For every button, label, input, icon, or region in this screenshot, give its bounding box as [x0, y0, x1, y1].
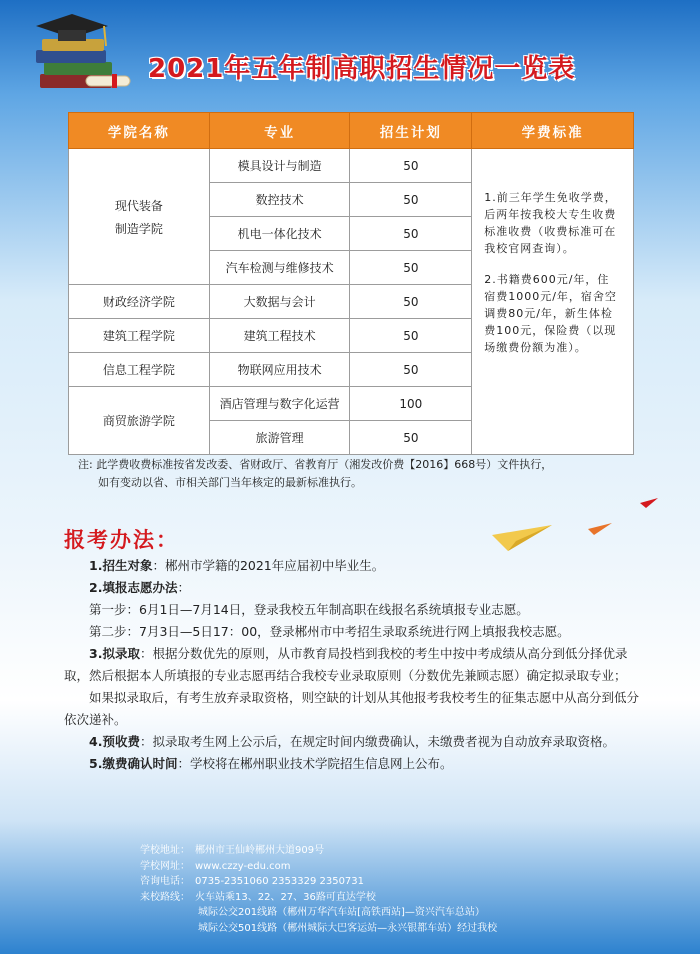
header-banner	[0, 0, 700, 100]
college-cell: 信息工程学院	[69, 353, 210, 387]
college-name-line1: 现代装备	[114, 198, 163, 213]
table-header-row	[69, 113, 634, 149]
major-cell: 物联网应用技术	[209, 353, 350, 387]
procedure-item-3	[64, 643, 642, 687]
table-row	[69, 149, 634, 183]
procedure-heading: 报考办法：	[64, 527, 179, 552]
college-cell: 商贸旅游学院	[69, 387, 210, 455]
website-link[interactable]: www.czzy-edu.com	[195, 860, 291, 872]
item-label: 4.预收费	[89, 734, 140, 749]
website-label: 学校网址：	[140, 860, 190, 872]
header-college: 学院名称	[69, 113, 210, 149]
note-line-2: 如有变动以省、市相关部门当年核定的最新标准执行。	[98, 476, 362, 489]
header-plan: 招生计划	[350, 113, 472, 149]
route-row	[140, 890, 497, 906]
fee-item-1: 1.前三年学生免收学费，后两年按我校大专生收费标准收费（收费标准可在我校官网查询）。	[484, 191, 617, 255]
header-major: 专业	[209, 113, 350, 149]
college-cell: 建筑工程学院	[69, 319, 210, 353]
college-cell: 财政经济学院	[69, 285, 210, 319]
procedure-step-2: 第二步：7月3日—5日17：00，登录郴州市中考招生录取系统进行网上填报我校志愿。	[89, 624, 570, 639]
route-3: 城际公交501线路（郴州城际大巴客运站—永兴银都车站）经过我校	[198, 922, 498, 934]
item-label: 2.填报志愿办法	[89, 580, 178, 595]
major-cell: 汽车检测与维修技术	[209, 251, 350, 285]
procedure-item-2	[64, 577, 642, 599]
route-1: 火车站乘13、22、27、36路可直达学校	[195, 891, 376, 903]
fee-note	[78, 456, 638, 492]
plan-cell: 50	[350, 183, 472, 217]
address-row	[140, 843, 497, 859]
procedure-item-5	[64, 753, 642, 775]
procedure-body	[64, 555, 642, 775]
item-label: 1.招生对象	[89, 558, 153, 573]
contact-info	[140, 843, 497, 937]
major-cell: 酒店管理与数字化运营	[209, 387, 350, 421]
major-cell: 机电一体化技术	[209, 217, 350, 251]
item-text: ：根据分数优先的原则，从市教育局投档到我校的考生中按中考成绩从高分到低分择优录取，然后根据本人所填报的专业志愿再结合我校专业录取原则（分数优先兼顾志愿）确定拟录取专业；	[64, 646, 628, 683]
plan-cell: 50	[350, 217, 472, 251]
major-cell: 建筑工程技术	[209, 319, 350, 353]
procedure-item-3-more: 如果拟录取后，有考生放弃录取资格，则空缺的计划从其他报考我校考生的征集志愿中从高分到低分依次递补。	[64, 690, 640, 727]
item-label: 5.缴费确认时间	[89, 756, 178, 771]
plan-cell: 50	[350, 353, 472, 387]
major-cell: 模具设计与制造	[209, 149, 350, 183]
plan-cell: 50	[350, 319, 472, 353]
plan-cell: 50	[350, 149, 472, 183]
address-label: 学校地址：	[140, 845, 190, 856]
fee-cell	[472, 149, 634, 455]
note-line-1: 注: 此学费收费标准按省发改委、省财政厅、省教育厅（湘发改价费【2016】668号）文件执行，	[78, 458, 553, 471]
fee-item-2: 2.书籍费600元/年，住宿费1000元/年，宿舍空调费80元/年，新生体检费100元，保险费（以现场缴费份额为准）。	[484, 273, 617, 354]
procedure-item-1	[64, 555, 642, 577]
website-row	[140, 859, 497, 875]
major-cell: 大数据与会计	[209, 285, 350, 319]
plan-cell: 50	[350, 421, 472, 455]
major-cell: 旅游管理	[209, 421, 350, 455]
address-value: 郴州市王仙岭郴州大道909号	[195, 845, 325, 856]
major-cell: 数控技术	[209, 183, 350, 217]
college-cell	[69, 149, 210, 285]
procedure-step-1: 第一步：6月1日—7月14日，登录我校五年制高职在线报名系统填报专业志愿。	[89, 602, 529, 617]
item-text: ：	[177, 580, 190, 595]
page-title: 2021年五年制高职招生情况一览表	[148, 54, 576, 84]
books-graduation-cap-icon	[26, 12, 136, 102]
college-name-line2: 制造学院	[114, 221, 163, 236]
header-fee: 学费标准	[472, 113, 634, 149]
route-2: 城际公交201线路（郴州万华汽车站[高铁西站]—资兴汽车总站）	[198, 907, 485, 919]
plan-cell: 50	[350, 251, 472, 285]
item-text: ：学校将在郴州职业技术学院招生信息网上公布。	[177, 756, 453, 771]
phone-label: 咨询电话：	[140, 876, 190, 888]
item-label: 3.拟录取	[89, 646, 140, 661]
procedure-item-4	[64, 731, 642, 753]
phone-value: 0735-2351060 2353329 2350731	[195, 876, 365, 888]
plan-cell: 100	[350, 387, 472, 421]
enrollment-table	[68, 112, 634, 455]
item-text: ：拟录取考生网上公示后，在规定时间内缴费确认，未缴费者视为自动放弃录取资格。	[139, 734, 615, 749]
plan-cell: 50	[350, 285, 472, 319]
phone-row	[140, 874, 497, 890]
route-label: 来校路线：	[140, 891, 190, 903]
item-text: ：郴州市学籍的2021年应届初中毕业生。	[152, 558, 385, 573]
